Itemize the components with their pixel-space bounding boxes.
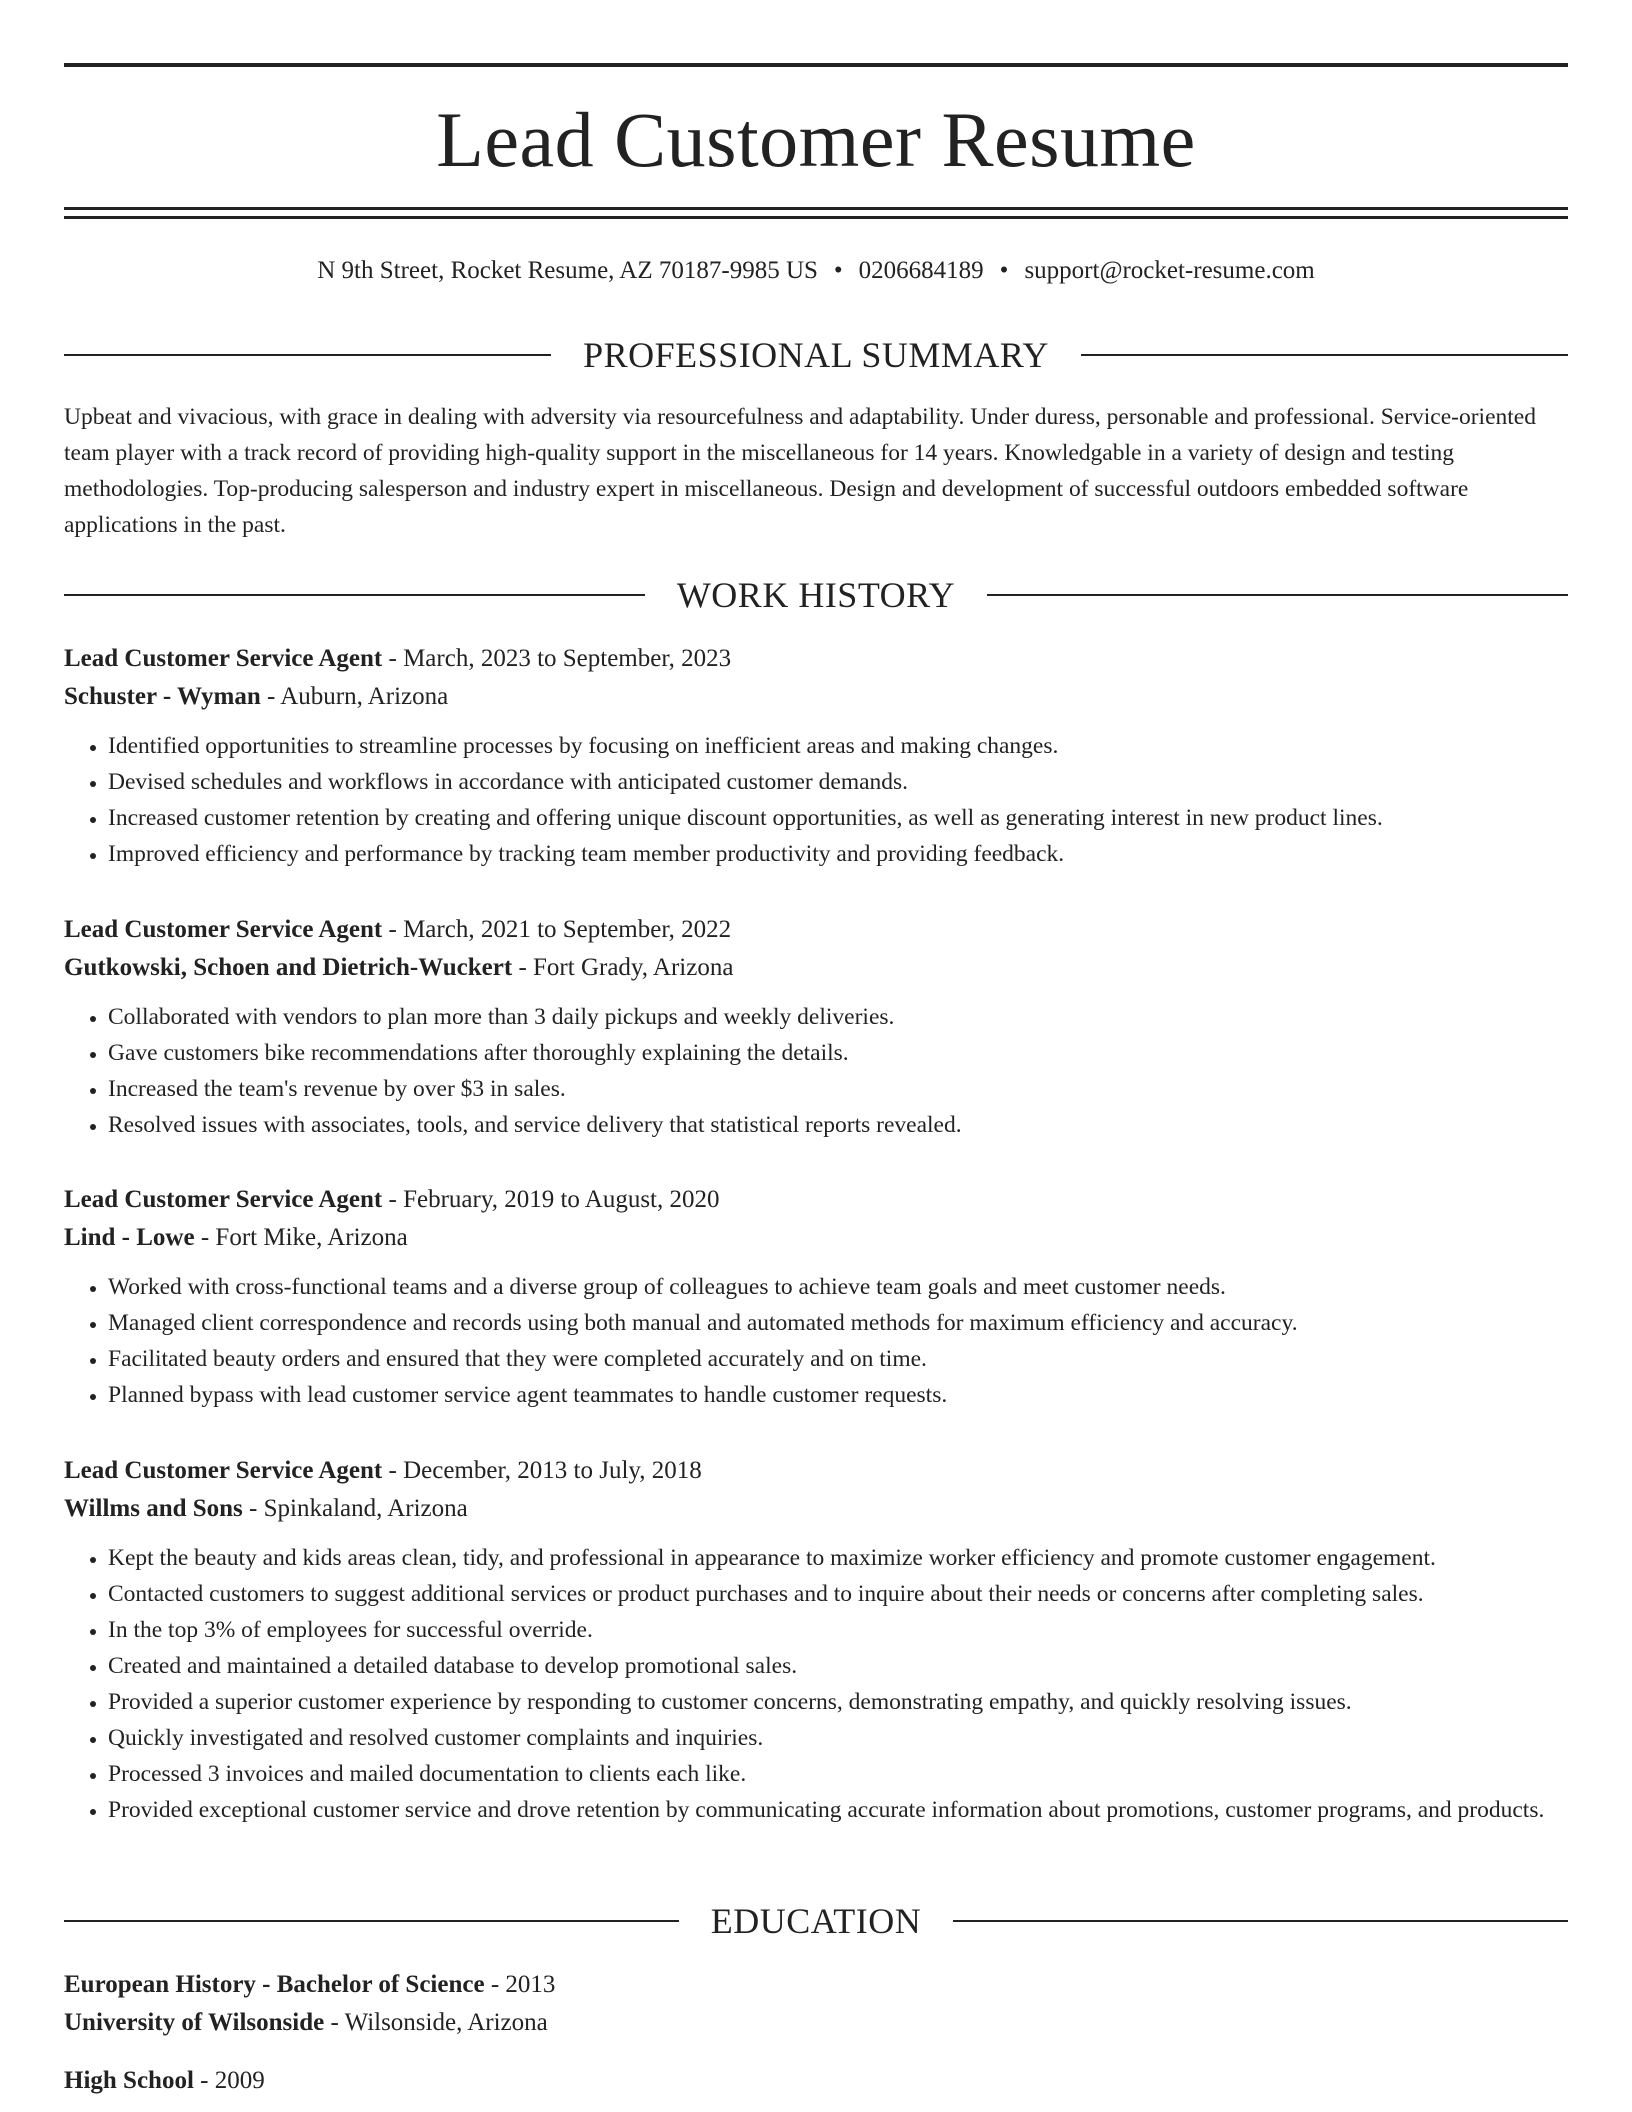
job-location: - Spinkaland, Arizona (242, 1495, 468, 1522)
top-rule (64, 63, 1568, 67)
heading-rule (64, 354, 551, 356)
job-entry (64, 640, 1568, 872)
list-item: • Improved efficiency and performance by tracking team member productivity and providing feedback. (108, 836, 1568, 872)
education-entry (64, 1966, 1568, 2042)
contact-email: support@rocket-resume.com (1024, 257, 1315, 284)
job-dates: - March, 2021 to September, 2022 (382, 916, 732, 943)
list-item: • Collaborated with vendors to plan more than 3 daily pickups and weekly deliveries. (108, 999, 1568, 1035)
job-role: Lead Customer Service Agent (64, 645, 383, 672)
job-location: - Auburn, Arizona (260, 683, 449, 710)
job-title-line (64, 1452, 1568, 1490)
list-item: • Provided exceptional customer service and drove retention by communicating accurate information about promotions, customer programs, and products. (108, 1792, 1568, 1828)
list-item: • Quickly investigated and resolved customer complaints and inquiries. (108, 1720, 1568, 1756)
list-item: • Planned bypass with lead customer service agent teammates to handle customer requests. (108, 1377, 1568, 1413)
list-item: • Facilitated beauty orders and ensured that they were completed accurately and on time. (108, 1341, 1568, 1377)
job-title-line (64, 640, 1568, 678)
section-heading-summary (64, 333, 1568, 377)
list-item: • Increased the team's revenue by over $3 in sales. (108, 1071, 1568, 1107)
job-company: Schuster - Wyman (64, 683, 261, 710)
job-bullets (64, 728, 1568, 872)
section-heading-education (64, 1899, 1568, 1943)
job-company: Willms and Sons (64, 1495, 243, 1522)
degree-year: - 2013 (484, 1971, 556, 1998)
job-entry (64, 911, 1568, 1143)
job-bullets (64, 999, 1568, 1143)
education-entry (64, 2062, 1568, 2100)
school-name: University of Wilsonside (64, 2009, 325, 2036)
job-entry (64, 1452, 1568, 1828)
title-rule-lower (64, 216, 1568, 219)
job-dates: - March, 2023 to September, 2023 (382, 645, 732, 672)
school-line (64, 2004, 1568, 2042)
job-dates: - February, 2019 to August, 2020 (382, 1186, 720, 1213)
list-item: • In the top 3% of employees for successful override. (108, 1612, 1568, 1648)
job-title-line (64, 911, 1568, 949)
contact-line (64, 254, 1568, 288)
job-bullets (64, 1269, 1568, 1413)
degree-line (64, 1966, 1568, 2004)
title-rule-upper (64, 207, 1568, 210)
job-title-line (64, 1181, 1568, 1219)
job-company-line (64, 1490, 1568, 1528)
degree-name: European History - Bachelor of Science (64, 1971, 485, 1998)
list-item: • Resolved issues with associates, tools, and service delivery that statistical reports revealed. (108, 1107, 1568, 1143)
summary-text: Upbeat and vivacious, with grace in dealing with adversity via resourcefulness and adaptability. Under duress, personable and professional. Service-oriented team player with a track record of providing high-quality support in the miscellaneous for 14 years. Knowledgable in a variety of design and testing methodologies. Top-producing salesperson and industry expert in miscellaneous. Design and development of successful outdoors embedded software applications in the past. (64, 404, 1536, 538)
contact-address: N 9th Street, Rocket Resume, AZ 70187-9985 US (317, 257, 818, 284)
job-role: Lead Customer Service Agent (64, 916, 383, 943)
list-item: • Created and maintained a detailed database to develop promotional sales. (108, 1648, 1568, 1684)
job-role: Lead Customer Service Agent (64, 1186, 383, 1213)
section-title: EDUCATION (710, 1901, 922, 1941)
job-company-line (64, 949, 1568, 987)
school-location: - Wilsonside, Arizona (324, 2009, 548, 2036)
job-role: Lead Customer Service Agent (64, 1457, 383, 1484)
contact-separator: • (833, 257, 843, 284)
degree-name: High School (64, 2067, 194, 2094)
job-bullets (64, 1540, 1568, 1828)
heading-rule (64, 594, 645, 596)
section-heading-work (64, 573, 1568, 617)
list-item: • Identified opportunities to streamline processes by focusing on inefficient areas and making changes. (108, 728, 1568, 764)
job-company: Gutkowski, Schoen and Dietrich-Wuckert (64, 954, 513, 981)
list-item: • Increased customer retention by creating and offering unique discount opportunities, as well as generating interest in new product lines. (108, 800, 1568, 836)
job-dates: - December, 2013 to July, 2018 (382, 1457, 702, 1484)
list-item: • Provided a superior customer experience by responding to customer concerns, demonstrating empathy, and quickly resolving issues. (108, 1684, 1568, 1720)
list-item: • Processed 3 invoices and mailed documentation to clients each like. (108, 1756, 1568, 1792)
degree-line (64, 2062, 1568, 2100)
heading-rule (953, 1920, 1568, 1922)
job-location: - Fort Mike, Arizona (194, 1224, 408, 1251)
list-item: • Contacted customers to suggest additional services or product purchases and to inquire about their needs or concerns after completing sales. (108, 1576, 1568, 1612)
list-item: • Kept the beauty and kids areas clean, tidy, and professional in appearance to maximize worker efficiency and promote customer engagement. (108, 1540, 1568, 1576)
job-company-line (64, 678, 1568, 716)
job-location: - Fort Grady, Arizona (512, 954, 734, 981)
list-item: • Gave customers bike recommendations after thoroughly explaining the details. (108, 1035, 1568, 1071)
list-item: • Devised schedules and workflows in accordance with anticipated customer demands. (108, 764, 1568, 800)
section-title: PROFESSIONAL SUMMARY (583, 335, 1049, 375)
job-entry (64, 1181, 1568, 1413)
contact-phone: 0206684189 (858, 257, 984, 284)
list-item: • Worked with cross-functional teams and a diverse group of colleagues to achieve team goals and meet customer needs. (108, 1269, 1568, 1305)
heading-rule (64, 1920, 679, 1922)
job-company: Lind - Lowe (64, 1224, 195, 1251)
page-title: Lead Customer Resume (436, 96, 1196, 183)
heading-rule (987, 594, 1568, 596)
job-company-line (64, 1219, 1568, 1257)
heading-rule (1081, 354, 1568, 356)
list-item: • Managed client correspondence and records using both manual and automated methods for maximum efficiency and accuracy. (108, 1305, 1568, 1341)
contact-separator: • (999, 257, 1009, 284)
degree-year: - 2009 (193, 2067, 265, 2094)
section-title: WORK HISTORY (676, 575, 956, 615)
